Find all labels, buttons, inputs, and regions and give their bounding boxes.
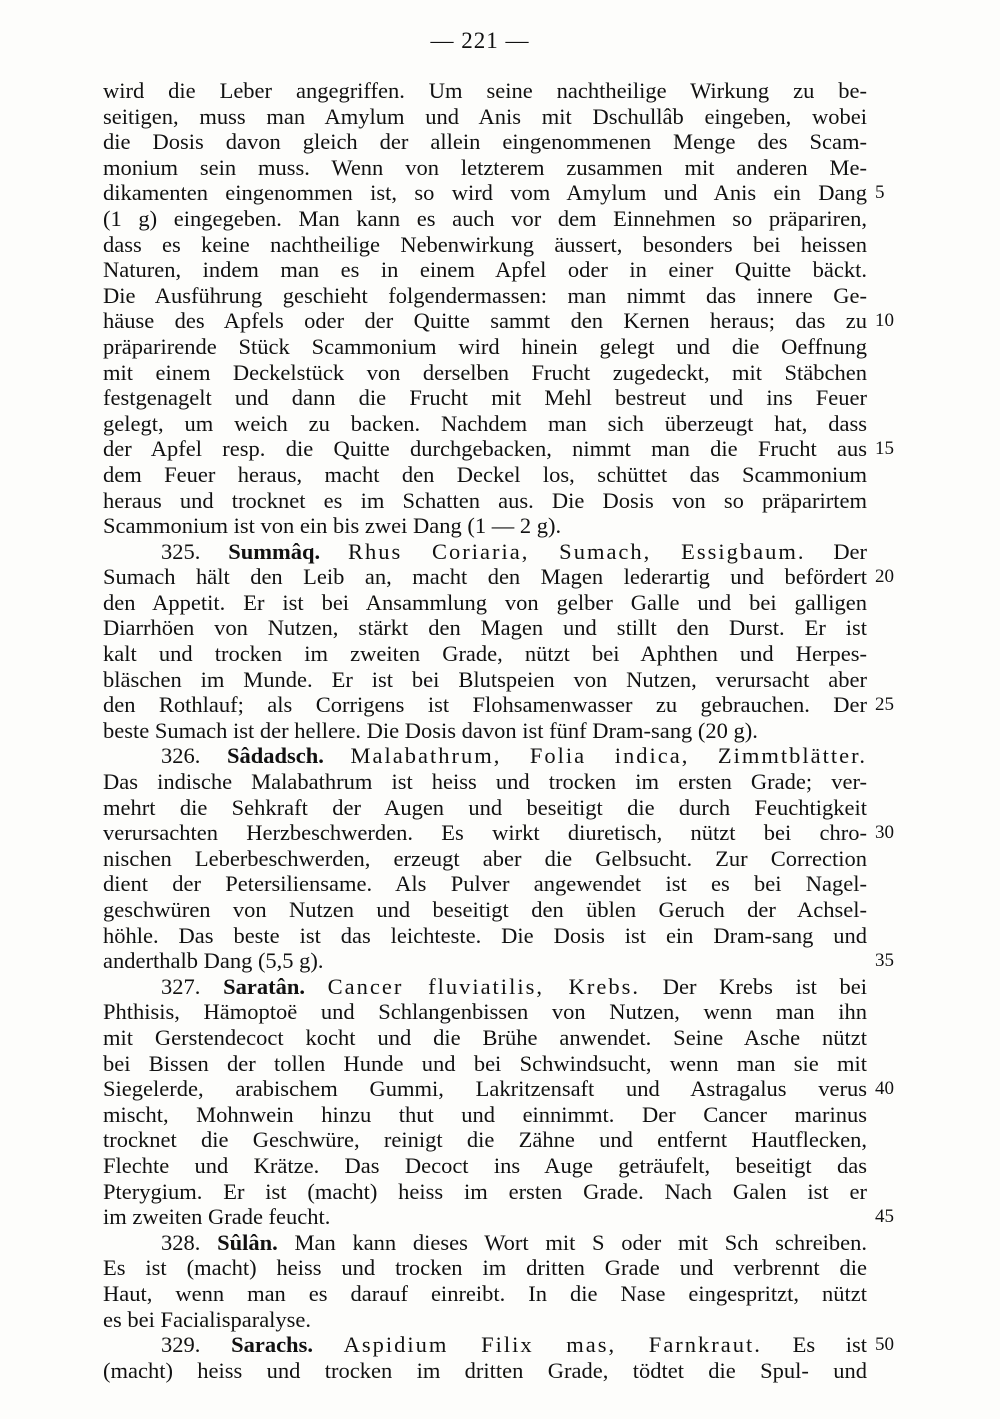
text-line [103,411,867,437]
text-line [103,283,867,309]
text-line [103,641,867,667]
line-text: wird die Leber angegriffen. Um seine nachtheilige Wirkung zu be- [103,78,867,103]
line-text: gelegt, um weich zu backen. Nachdem man sich überzeugt hat, dass [103,410,867,436]
line-text: nischen Leberbeschwerden, erzeugt aber die Gelbsucht. Zur Correction [103,845,867,871]
line-text: seitigen, muss man Amylum und Anis mit Dschullâb eingeben, wobei [103,103,867,129]
line-text: präparirende Stück Scammonium wird hinein gelegt und die Oeffnung [103,333,867,359]
line-text: den Appetit. Er ist bei Ansammlung von gelber Galle und bei galligen [103,589,867,615]
line-number: 20 [875,566,894,588]
text-line [103,1051,867,1077]
line-number: 50 [875,1334,894,1356]
line-text: mischt, Mohnwein hinzu thut und einnimmt. Der Cancer marinus [103,1101,867,1127]
text-line [103,1076,894,1102]
text-line [103,820,894,846]
text-line [103,129,867,155]
line-number: 15 [875,438,894,460]
text-line [103,206,867,232]
text-line [103,923,867,949]
line-text: festgenagelt und dann die Frucht mit Mehl bestreut und ins Feuer [103,385,867,411]
text-line [103,1255,867,1281]
line-number: 30 [875,822,894,844]
line-text: häuse des Apfels oder der Quitte sammt den Kernen heraus; das zu [103,308,867,334]
line-text: Das indische Malabathrum ist heiss und trocken im ersten Grade; ver- [103,769,867,795]
line-text: (macht) heiss und trocken im dritten Grade, tödtet die Spul- und [103,1357,867,1383]
entry-text: Man kann dieses Wort mit S oder mit Sch schreiben. [294,1229,868,1255]
entry-latin-name: Malabathrum, Folia indica, Zimmtblätter. [350,743,868,769]
line-text: die Dosis davon gleich der allein eingenommenen Menge des Scam- [103,129,867,155]
entry-headword: Sûlân. [217,1229,278,1255]
line-text: Flechte und Krätze. Das Decoct ins Auge geträufelt, beseitigt das [103,1152,867,1178]
entry-text: Der Krebs ist bei [662,973,868,999]
line-text: mit Gerstendecoct kocht und die Brühe anwendet. Seine Asche nützt [103,1024,867,1050]
text-line [103,846,867,872]
text-line [103,948,894,974]
line-text: kalt und trocken im zweiten Grade, nützt bei Aphthen und Herpes- [103,641,867,667]
entry-headword: Summâq. [228,538,321,564]
entry-heading-line [103,1230,867,1256]
text-line [103,334,867,360]
text-line [103,615,867,641]
line-text: geschwüren von Nutzen und beseitigt den üblen Geruch der Achsel- [103,897,867,922]
entry-headword: Sarachs. [231,1332,313,1358]
text-line [103,564,894,590]
text-line [103,1307,867,1333]
text-line [103,78,867,104]
entry-text: Der [833,538,868,564]
text-body [103,78,894,1383]
line-text: dass es keine nachtheilige Nebenwirkung äussert, besonders bei heissen [103,231,867,257]
line-text: bläschen im Munde. Er ist bei Blutspeien von Nutzen, verursacht aber [103,666,867,692]
entry-headword: Sâdadsch. [226,743,324,769]
line-number: 35 [875,950,894,972]
entry-latin-name: Cancer fluviatilis, Krebs. [327,973,641,999]
text-line [103,385,867,411]
text-line [103,1281,867,1307]
line-text: Haut, wenn man es darauf einreibt. In die Nase eingespritzt, nützt [103,1280,867,1306]
line-number: 25 [875,694,894,716]
text-line [103,513,867,539]
text-line [103,667,867,693]
line-text: (1 g) eingegeben. Man kann es auch vor dem Einnehmen so präpariren, [103,205,867,231]
page-number: — 221 — [430,28,530,53]
text-line [103,462,867,488]
line-text: mit einem Deckelstück von derselben Frucht zugedeckt, mit Stäbchen [103,359,867,385]
text-line [103,1025,867,1051]
line-number: 5 [875,182,885,204]
text-line [103,360,867,386]
text-line [103,155,867,181]
entry-text: Es ist [792,1332,868,1358]
text-line [103,232,867,258]
line-text: im zweiten Grade feucht. [103,1204,331,1230]
text-line [103,104,867,130]
entry-number: 329. [161,1332,201,1358]
text-line [103,1102,867,1128]
line-text: anderthalb Dang (5,5 g). [103,948,324,974]
line-text: Phthisis, Hämoptoë und Schlangenbissen von Nutzen, wenn man ihn [103,999,867,1025]
line-text: mehrt die Sehkraft der Augen und beseitigt die durch Feuchtigkeit [103,794,867,820]
line-text: bei Bissen der tollen Hunde und bei Schwindsucht, wenn man sie mit [103,1050,867,1076]
text-line [103,769,867,795]
line-text: dem Feuer heraus, macht den Deckel los, schüttet das Scammonium [103,461,867,487]
entry-heading-line [103,1332,894,1358]
text-line [103,257,867,283]
line-text: Pterygium. Er ist (macht) heiss im ersten Grade. Nach Galen ist er [103,1178,867,1204]
text-line [103,692,894,718]
text-line [103,436,894,462]
text-line [103,180,885,206]
text-line [103,795,867,821]
line-text: es bei Facialisparalyse. [103,1306,312,1332]
line-text: Scammonium ist von ein bis zwei Dang (1 — 2 g). [103,513,562,539]
text-line [103,1127,867,1153]
text-line [103,1179,867,1205]
line-text: heraus und trocknet es im Schatten aus. Die Dosis von so präparirtem [103,487,867,513]
entry-number: 325. [161,538,201,564]
entry-heading-line [103,743,867,769]
line-text: beste Sumach ist der hellere. Die Dosis davon ist fünf Dram-sang (20 g). [103,717,758,743]
entry-latin-name: Rhus Coriaria, Sumach, Essigbaum. [347,538,806,564]
text-line [103,999,867,1025]
line-text: Sumach hält den Leib an, macht den Magen lederartig und befördert [103,564,867,590]
line-text: verursachten Herzbeschwerden. Es wirkt diuretisch, nützt bei chro- [103,820,867,846]
entry-number: 328. [161,1229,201,1255]
line-text: trocknet die Geschwüre, reinigt die Zähne und entfernt Hautflecken, [103,1127,867,1153]
line-text: dient der Petersiliensame. Als Pulver angewendet ist es bei Nagel- [103,871,867,897]
text-line [103,1153,867,1179]
entry-number: 326. [161,743,201,769]
line-text: der Apfel resp. die Quitte durchgebacken, nimmt man die Frucht aus [103,436,867,462]
text-line [103,308,894,334]
line-text: den Rothlauf; als Corrigens ist Flohsamenwasser zu gebrauchen. Der [103,692,867,718]
line-text: höhle. Das beste ist das leichteste. Die Dosis ist ein Dram-sang und [103,922,867,948]
entry-number: 327. [161,973,201,999]
entry-heading-line [103,539,867,565]
line-text: Siegelerde, arabischem Gummi, Lakritzensaft und Astragalus verus [103,1076,867,1102]
entry-heading-line [103,974,867,1000]
line-number: 10 [875,310,894,332]
text-line [103,897,867,923]
text-line [103,488,867,514]
line-text: Die Ausführung geschieht folgendermassen: man nimmt das innere Ge- [103,282,867,308]
line-number: 45 [875,1206,894,1228]
line-text: dikamenten eingenommen ist, so wird vom Amylum und Anis ein Dang [103,180,867,206]
line-text: Naturen, indem man es in einem Apfel oder in einer Quitte bäckt. [103,257,867,283]
text-line [103,1204,894,1230]
text-line [103,1358,867,1384]
line-number: 40 [875,1078,894,1100]
text-line [103,871,867,897]
entry-latin-name: Aspidium Filix mas, Farnkraut. [343,1332,762,1358]
text-line [103,718,867,744]
entry-headword: Saratân. [223,973,305,999]
line-text: Es ist (macht) heiss und trocken im dritten Grade und verbrennt die [103,1255,867,1281]
line-text: Diarrhöen von Nutzen, stärkt den Magen und stillt den Durst. Er ist [103,615,867,641]
line-text: monium sein muss. Wenn von letzterem zusammen mit anderen Me- [103,154,867,180]
text-line [103,590,867,616]
